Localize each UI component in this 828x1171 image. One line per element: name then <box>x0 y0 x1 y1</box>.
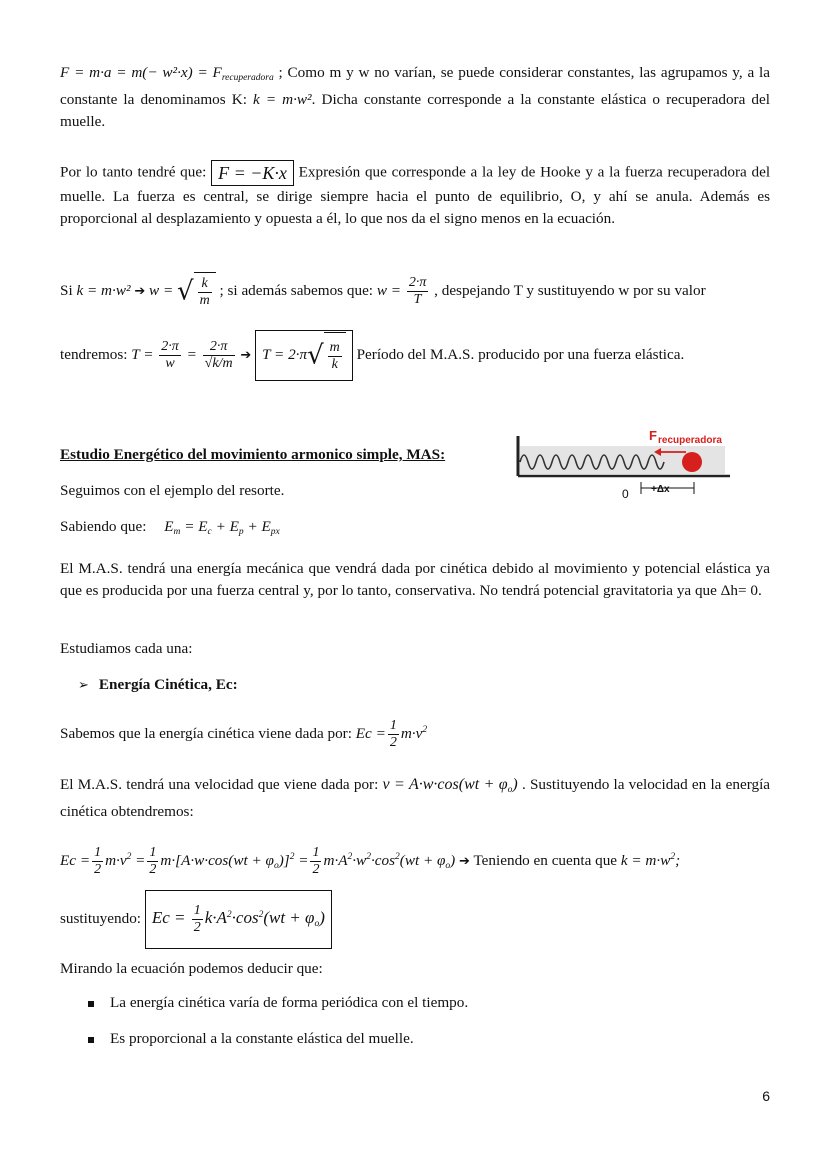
paragraph-force-text: ; Como m y w no varían, se puede considerar constantes, las agrupamos y, a la constante la denominamos K: <box>60 64 771 108</box>
sqrt-k-over-m: √ $\frac{k}{m}$ <box>177 272 216 311</box>
arrow-bullet-icon: ➢ <box>78 678 89 693</box>
paragraph-period-2: tendremos: T = $\frac{2\cdot\pi}{w}$ = $\frac{2\cdot\pi}{√k/m}$ ➔ T = 2·π√ $\frac{m}{k}$ Período del M.A.S. producido por una fuerza elástica. <box>60 330 770 381</box>
paragraph-force-text2: . Dicha constante corresponde a la constante elástica o recuperadora del muelle. <box>60 91 770 130</box>
ec-result-box: Ec = $\frac{1}{2}$ $k\cdot A^2\cdot\cos^2(wt + \varphi_o)$ <box>145 890 332 949</box>
page-number: 6 <box>762 1088 770 1104</box>
k-equation: k = m·w² <box>253 91 312 108</box>
velocity-equation: $v = A\cdot w\cdot\cos(wt + \varphi_o)$ <box>382 776 518 795</box>
paragraph-period-1: Si k = m·w² ➔ w = √ $\frac{k}{m}$ ; si además sabemos que: w = $\frac{2\cdot\pi}{T}$ , despejando T y sustituyendo w por su valor <box>60 272 770 311</box>
arrow-icon: ➔ <box>459 854 470 869</box>
square-bullet-icon <box>88 1037 94 1043</box>
force-label: F <box>649 428 657 443</box>
energy-sum-equation: $E_m = E_c + E_p + E_{px}$ <box>164 518 280 537</box>
paragraph-ec-def: Sabemos que la energía cinética viene dada por: Ec = $\frac{1}{2}$ $m\cdot v^2$ <box>60 718 428 751</box>
section-heading: Estudio Energético del movimiento armonico simple, MAS: <box>60 446 446 463</box>
force-equation: $F = m\cdot a = m(- w^2\cdot x) = F_{recuperadora}$ <box>60 64 274 83</box>
period-box: T = 2·π√ $\frac{m}{k}$ <box>255 330 353 381</box>
paragraph-deduce: Mirando la ecuación podemos deducir que: <box>60 960 323 977</box>
list-item: La energía cinética varía de forma periódica con el tiempo. <box>88 992 798 1014</box>
fraction-2pi-over-T: $\frac{2\cdot\pi}{T}$ <box>408 275 427 308</box>
paragraph-resorte: Seguimos con el ejemplo del resorte. <box>60 482 285 499</box>
list-item: Es proporcional a la constante elástica del muelle. <box>88 1028 798 1050</box>
fraction-2pi-over-sqrt: $\frac{2\cdot\pi}{√k/m}$ <box>204 339 233 372</box>
paragraph-energy-sum: Sabiendo que: $E_m = E_c + E_p + E_{px}$ <box>60 518 280 537</box>
force-label-sub: recuperadora <box>658 435 722 446</box>
origin-label: 0 <box>622 487 629 501</box>
paragraph-force <box>60 62 770 133</box>
subheading-ec: ➢ Energía Cinética, Ec: <box>78 676 238 693</box>
paragraph-ec-derivation: Ec = $\frac{1}{2}$ $m\cdot v^2$ = $\frac{1}{2}$ $m\cdot[A\cdot w\cdot\cos(wt + \varphi_o)]^2$ = $\frac{1}{2}$ $m\cdot A^2\cdot w^2\cdot\cos^2(wt + \varphi_o)$ ➔ Teniendo en cuenta que $k = m\cdot w^2$; <box>60 845 681 878</box>
arrow-icon: ➔ <box>240 348 252 363</box>
square-bullet-icon <box>88 1001 94 1007</box>
arrow-icon: ➔ <box>134 284 146 299</box>
paragraph-velocity: El M.A.S. tendrá una velocidad que viene dada por: $v = A\cdot w\cdot\cos(wt + \varphi_o)$ . Sustituyendo la velocidad en la energía cinética obtendremos: <box>60 776 771 820</box>
paragraph-energy-mech: El M.A.S. tendrá una energía mecánica que vendrá dada por cinética debido al movimiento y potencial elástica ya que es producida por una fuerza central y, por lo tanto, conservativa. No tendrá potencial gravitatoria ya que Δh= 0. <box>60 560 770 599</box>
displacement-label: +Δx <box>651 484 670 495</box>
hooke-law-box: F = −K·x <box>211 160 294 186</box>
paragraph-hooke: Por lo tanto tendré que: F = −K·x Expresión que corresponde a la ley de Hooke y a la fuerza recuperadora del muelle. La fuerza es central, se dirige siempre hacia el punto de equilibrio, O, y ahí se anula. Además es proporcional al desplazamiento y opuesta a él, lo que nos da el signo menos en la ecuación. <box>60 160 770 230</box>
paragraph-study: Estudiamos cada una: <box>60 640 193 657</box>
paragraph-ec-result: sustituyendo: Ec = $\frac{1}{2}$ $k\cdot A^2\cdot\cos^2(wt + \varphi_o)$ <box>60 890 770 949</box>
